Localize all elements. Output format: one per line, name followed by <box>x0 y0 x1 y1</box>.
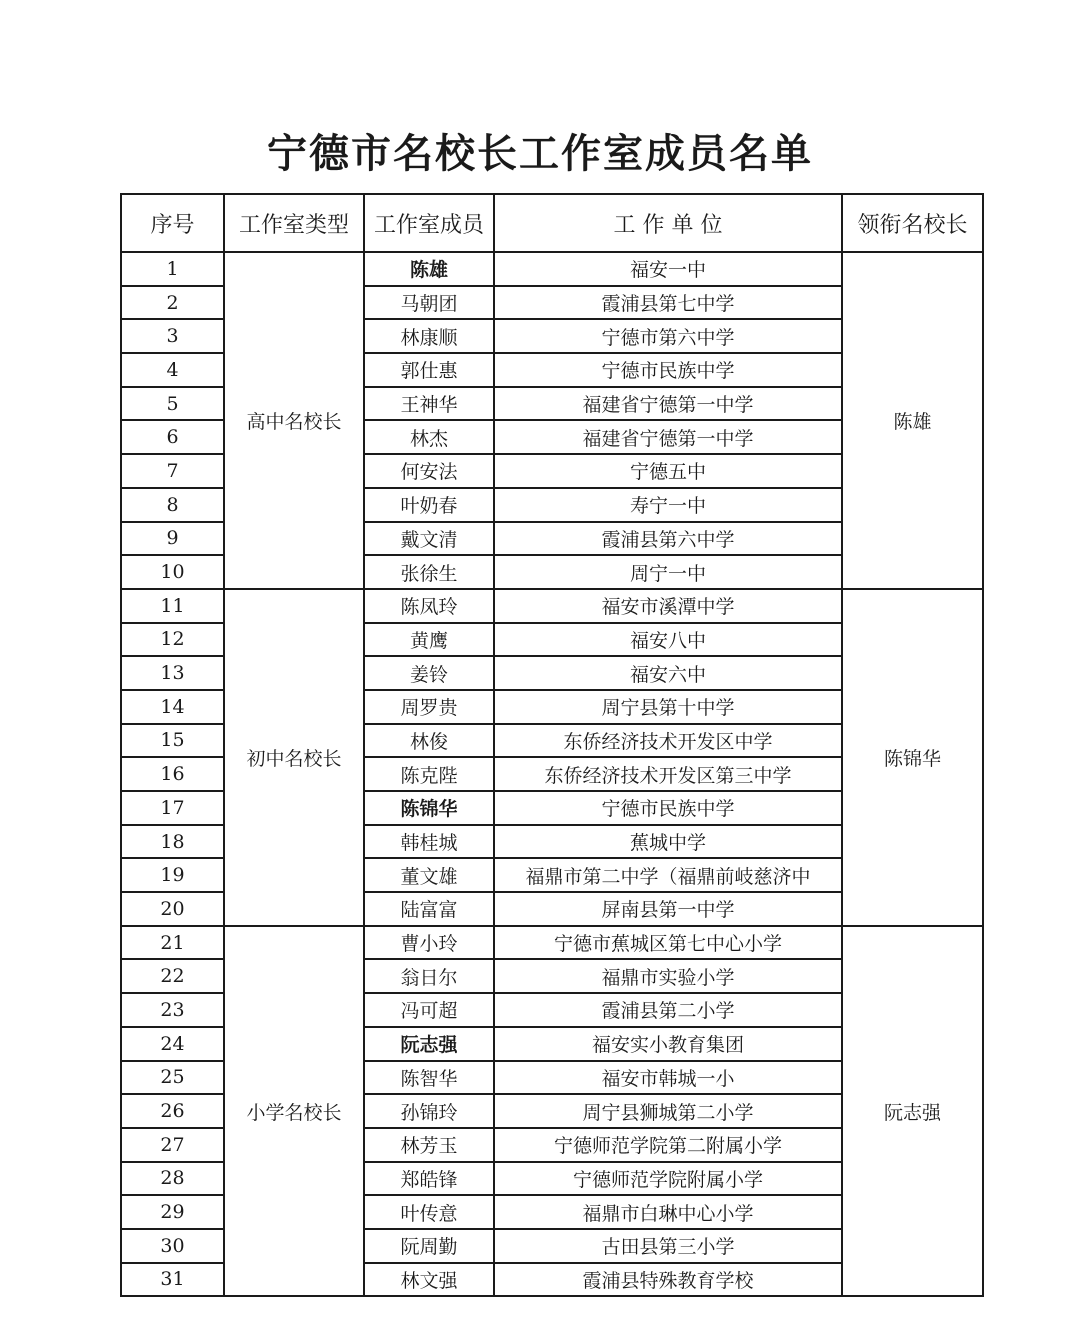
row-index: 23 <box>121 993 224 1027</box>
member-name: 董文雄 <box>364 858 494 892</box>
roster-table <box>120 193 984 1297</box>
studio-type-cell: 初中名校长 <box>224 589 364 926</box>
row-index: 27 <box>121 1128 224 1162</box>
work-unit: 福安六中 <box>494 656 842 690</box>
work-unit: 霞浦县第二小学 <box>494 993 842 1027</box>
work-unit: 福建省宁德第一中学 <box>494 420 842 454</box>
row-index: 22 <box>121 959 224 993</box>
header-work-unit: 工 作 单 位 <box>494 194 842 252</box>
work-unit: 蕉城中学 <box>494 825 842 859</box>
member-name: 马朝团 <box>364 286 494 320</box>
member-name: 冯可超 <box>364 993 494 1027</box>
work-unit: 周宁县狮城第二小学 <box>494 1094 842 1128</box>
row-index: 15 <box>121 724 224 758</box>
row-index: 5 <box>121 387 224 421</box>
row-index: 9 <box>121 522 224 556</box>
work-unit: 宁德市民族中学 <box>494 353 842 387</box>
work-unit: 宁德师范学院附属小学 <box>494 1162 842 1196</box>
header-leading-principal: 领衔名校长 <box>842 194 983 252</box>
row-index: 14 <box>121 690 224 724</box>
row-index: 8 <box>121 488 224 522</box>
work-unit: 福安一中 <box>494 252 842 286</box>
row-index: 2 <box>121 286 224 320</box>
work-unit: 周宁一中 <box>494 555 842 589</box>
row-index: 30 <box>121 1229 224 1263</box>
work-unit: 福安市溪潭中学 <box>494 589 842 623</box>
row-index: 7 <box>121 454 224 488</box>
member-name: 林杰 <box>364 420 494 454</box>
row-index: 16 <box>121 757 224 791</box>
member-name: 郭仕惠 <box>364 353 494 387</box>
row-index: 31 <box>121 1263 224 1297</box>
work-unit: 福安市韩城一小 <box>494 1061 842 1095</box>
member-name: 叶传意 <box>364 1195 494 1229</box>
row-index: 17 <box>121 791 224 825</box>
member-name: 陈克陛 <box>364 757 494 791</box>
member-name: 陈凤玲 <box>364 589 494 623</box>
work-unit: 福鼎市白琳中心小学 <box>494 1195 842 1229</box>
header-index: 序号 <box>121 194 224 252</box>
work-unit: 东侨经济技术开发区第三中学 <box>494 757 842 791</box>
member-name: 阮志强 <box>364 1027 494 1061</box>
member-name: 黄鹰 <box>364 623 494 657</box>
row-index: 24 <box>121 1027 224 1061</box>
table-row <box>121 589 983 623</box>
row-index: 21 <box>121 926 224 960</box>
member-name: 王神华 <box>364 387 494 421</box>
member-name: 陆富富 <box>364 892 494 926</box>
work-unit: 东侨经济技术开发区中学 <box>494 724 842 758</box>
work-unit: 霞浦县特殊教育学校 <box>494 1263 842 1297</box>
work-unit: 宁德师范学院第二附属小学 <box>494 1128 842 1162</box>
member-name: 周罗贵 <box>364 690 494 724</box>
work-unit: 宁德五中 <box>494 454 842 488</box>
member-name: 林文强 <box>364 1263 494 1297</box>
member-name: 张徐生 <box>364 555 494 589</box>
member-name: 林俊 <box>364 724 494 758</box>
table-row <box>121 252 983 286</box>
member-name: 阮周勤 <box>364 1229 494 1263</box>
work-unit: 古田县第三小学 <box>494 1229 842 1263</box>
work-unit: 宁德市第六中学 <box>494 319 842 353</box>
member-name: 韩桂城 <box>364 825 494 859</box>
work-unit: 寿宁一中 <box>494 488 842 522</box>
leading-principal-cell: 陈锦华 <box>842 589 983 926</box>
member-name: 陈智华 <box>364 1061 494 1095</box>
member-name: 林芳玉 <box>364 1128 494 1162</box>
work-unit: 福建省宁德第一中学 <box>494 387 842 421</box>
header-studio-type: 工作室类型 <box>224 194 364 252</box>
row-index: 20 <box>121 892 224 926</box>
row-index: 18 <box>121 825 224 859</box>
row-index: 26 <box>121 1094 224 1128</box>
row-index: 13 <box>121 656 224 690</box>
work-unit: 宁德市蕉城区第七中心小学 <box>494 926 842 960</box>
work-unit: 福鼎市实验小学 <box>494 959 842 993</box>
row-index: 11 <box>121 589 224 623</box>
member-name: 曹小玲 <box>364 926 494 960</box>
work-unit: 宁德市民族中学 <box>494 791 842 825</box>
member-name: 翁日尔 <box>364 959 494 993</box>
row-index: 10 <box>121 555 224 589</box>
row-index: 1 <box>121 252 224 286</box>
leading-principal-cell: 陈雄 <box>842 252 983 589</box>
work-unit: 霞浦县第七中学 <box>494 286 842 320</box>
work-unit: 福安实小教育集团 <box>494 1027 842 1061</box>
row-index: 4 <box>121 353 224 387</box>
header-row <box>121 194 983 252</box>
studio-type-cell: 高中名校长 <box>224 252 364 589</box>
work-unit: 福安八中 <box>494 623 842 657</box>
work-unit: 屏南县第一中学 <box>494 892 842 926</box>
member-name: 何安法 <box>364 454 494 488</box>
table-row <box>121 926 983 960</box>
studio-type-cell: 小学名校长 <box>224 926 364 1297</box>
member-name: 陈雄 <box>364 252 494 286</box>
work-unit: 霞浦县第六中学 <box>494 522 842 556</box>
leading-principal-cell: 阮志强 <box>842 926 983 1297</box>
row-index: 19 <box>121 858 224 892</box>
member-name: 叶奶春 <box>364 488 494 522</box>
work-unit: 周宁县第十中学 <box>494 690 842 724</box>
work-unit: 福鼎市第二中学（福鼎前岐慈济中 <box>494 858 842 892</box>
member-name: 戴文清 <box>364 522 494 556</box>
row-index: 12 <box>121 623 224 657</box>
member-name: 林康顺 <box>364 319 494 353</box>
row-index: 6 <box>121 420 224 454</box>
member-name: 姜铃 <box>364 656 494 690</box>
row-index: 25 <box>121 1061 224 1095</box>
row-index: 29 <box>121 1195 224 1229</box>
row-index: 28 <box>121 1162 224 1196</box>
member-name: 陈锦华 <box>364 791 494 825</box>
header-member: 工作室成员 <box>364 194 494 252</box>
row-index: 3 <box>121 319 224 353</box>
page-title: 宁德市名校长工作室成员名单 <box>267 131 813 177</box>
member-name: 孙锦玲 <box>364 1094 494 1128</box>
member-name: 郑皓锋 <box>364 1162 494 1196</box>
